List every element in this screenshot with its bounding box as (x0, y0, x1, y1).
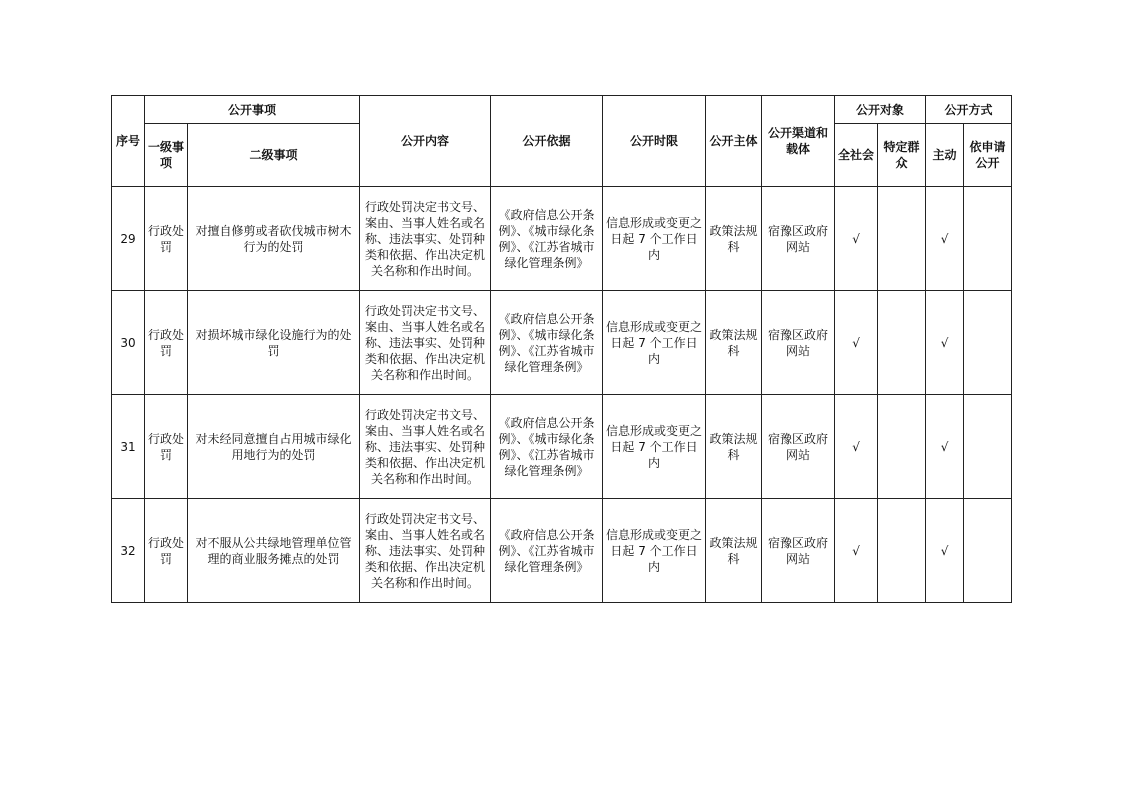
cell-specific-groups (878, 395, 926, 499)
cell-content: 行政处罚决定书文号、案由、当事人姓名或名称、违法事实、处罚种类和依据、作出决定机关名称和作出时间。 (360, 499, 491, 603)
header-seq: 序号 (112, 96, 145, 187)
cell-channel: 宿豫区政府网站 (762, 187, 835, 291)
cell-seq: 30 (112, 291, 145, 395)
table-row (112, 499, 1012, 603)
cell-time-limit: 信息形成或变更之日起 7 个工作日内 (603, 395, 706, 499)
cell-level2: 对损坏城市绿化设施行为的处罚 (188, 291, 360, 395)
cell-time-limit: 信息形成或变更之日起 7 个工作日内 (603, 291, 706, 395)
header-specific-groups: 特定群众 (878, 124, 926, 187)
cell-proactive: √ (926, 499, 964, 603)
cell-level1: 行政处罚 (145, 499, 188, 603)
cell-basis: 《政府信息公开条例》、《城市绿化条例》、《江苏省城市绿化管理条例》 (491, 395, 603, 499)
header-level1: 一级事项 (145, 124, 188, 187)
cell-level2: 对擅自修剪或者砍伐城市树木行为的处罚 (188, 187, 360, 291)
cell-all-society: √ (835, 499, 878, 603)
cell-content: 行政处罚决定书文号、案由、当事人姓名或名称、违法事实、处罚种类和依据、作出决定机关名称和作出时间。 (360, 187, 491, 291)
cell-subject: 政策法规科 (706, 291, 762, 395)
header-subject: 公开主体 (706, 96, 762, 187)
header-on-request: 依申请公开 (964, 124, 1012, 187)
header-mode-group: 公开方式 (926, 96, 1012, 124)
cell-proactive: √ (926, 395, 964, 499)
cell-basis: 《政府信息公开条例》、《城市绿化条例》、《江苏省城市绿化管理条例》 (491, 291, 603, 395)
header-time-limit: 公开时限 (603, 96, 706, 187)
header-all-society: 全社会 (835, 124, 878, 187)
header-row-1 (112, 96, 1012, 124)
cell-channel: 宿豫区政府网站 (762, 499, 835, 603)
cell-all-society: √ (835, 187, 878, 291)
cell-level1: 行政处罚 (145, 291, 188, 395)
cell-channel: 宿豫区政府网站 (762, 291, 835, 395)
disclosure-table (111, 95, 1012, 603)
cell-level1: 行政处罚 (145, 187, 188, 291)
cell-subject: 政策法规科 (706, 499, 762, 603)
cell-on-request (964, 187, 1012, 291)
cell-seq: 29 (112, 187, 145, 291)
cell-specific-groups (878, 291, 926, 395)
cell-seq: 32 (112, 499, 145, 603)
header-content: 公开内容 (360, 96, 491, 187)
header-basis: 公开依据 (491, 96, 603, 187)
cell-basis: 《政府信息公开条例》、《江苏省城市绿化管理条例》 (491, 499, 603, 603)
header-proactive: 主动 (926, 124, 964, 187)
cell-content: 行政处罚决定书文号、案由、当事人姓名或名称、违法事实、处罚种类和依据、作出决定机关名称和作出时间。 (360, 291, 491, 395)
cell-specific-groups (878, 187, 926, 291)
header-audience-group: 公开对象 (835, 96, 926, 124)
cell-time-limit: 信息形成或变更之日起 7 个工作日内 (603, 187, 706, 291)
cell-content: 行政处罚决定书文号、案由、当事人姓名或名称、违法事实、处罚种类和依据、作出决定机关名称和作出时间。 (360, 395, 491, 499)
cell-subject: 政策法规科 (706, 187, 762, 291)
cell-level1: 行政处罚 (145, 395, 188, 499)
cell-proactive: √ (926, 187, 964, 291)
cell-level2: 对未经同意擅自占用城市绿化用地行为的处罚 (188, 395, 360, 499)
cell-proactive: √ (926, 291, 964, 395)
header-items-group: 公开事项 (145, 96, 360, 124)
table-row (112, 291, 1012, 395)
cell-specific-groups (878, 499, 926, 603)
cell-basis: 《政府信息公开条例》、《城市绿化条例》、《江苏省城市绿化管理条例》 (491, 187, 603, 291)
cell-time-limit: 信息形成或变更之日起 7 个工作日内 (603, 499, 706, 603)
cell-all-society: √ (835, 291, 878, 395)
cell-on-request (964, 395, 1012, 499)
cell-on-request (964, 291, 1012, 395)
cell-level2: 对不服从公共绿地管理单位管理的商业服务摊点的处罚 (188, 499, 360, 603)
cell-on-request (964, 499, 1012, 603)
table-row (112, 187, 1012, 291)
table-row (112, 395, 1012, 499)
cell-channel: 宿豫区政府网站 (762, 395, 835, 499)
cell-seq: 31 (112, 395, 145, 499)
cell-all-society: √ (835, 395, 878, 499)
cell-subject: 政策法规科 (706, 395, 762, 499)
header-level2: 二级事项 (188, 124, 360, 187)
header-channel: 公开渠道和载体 (762, 96, 835, 187)
